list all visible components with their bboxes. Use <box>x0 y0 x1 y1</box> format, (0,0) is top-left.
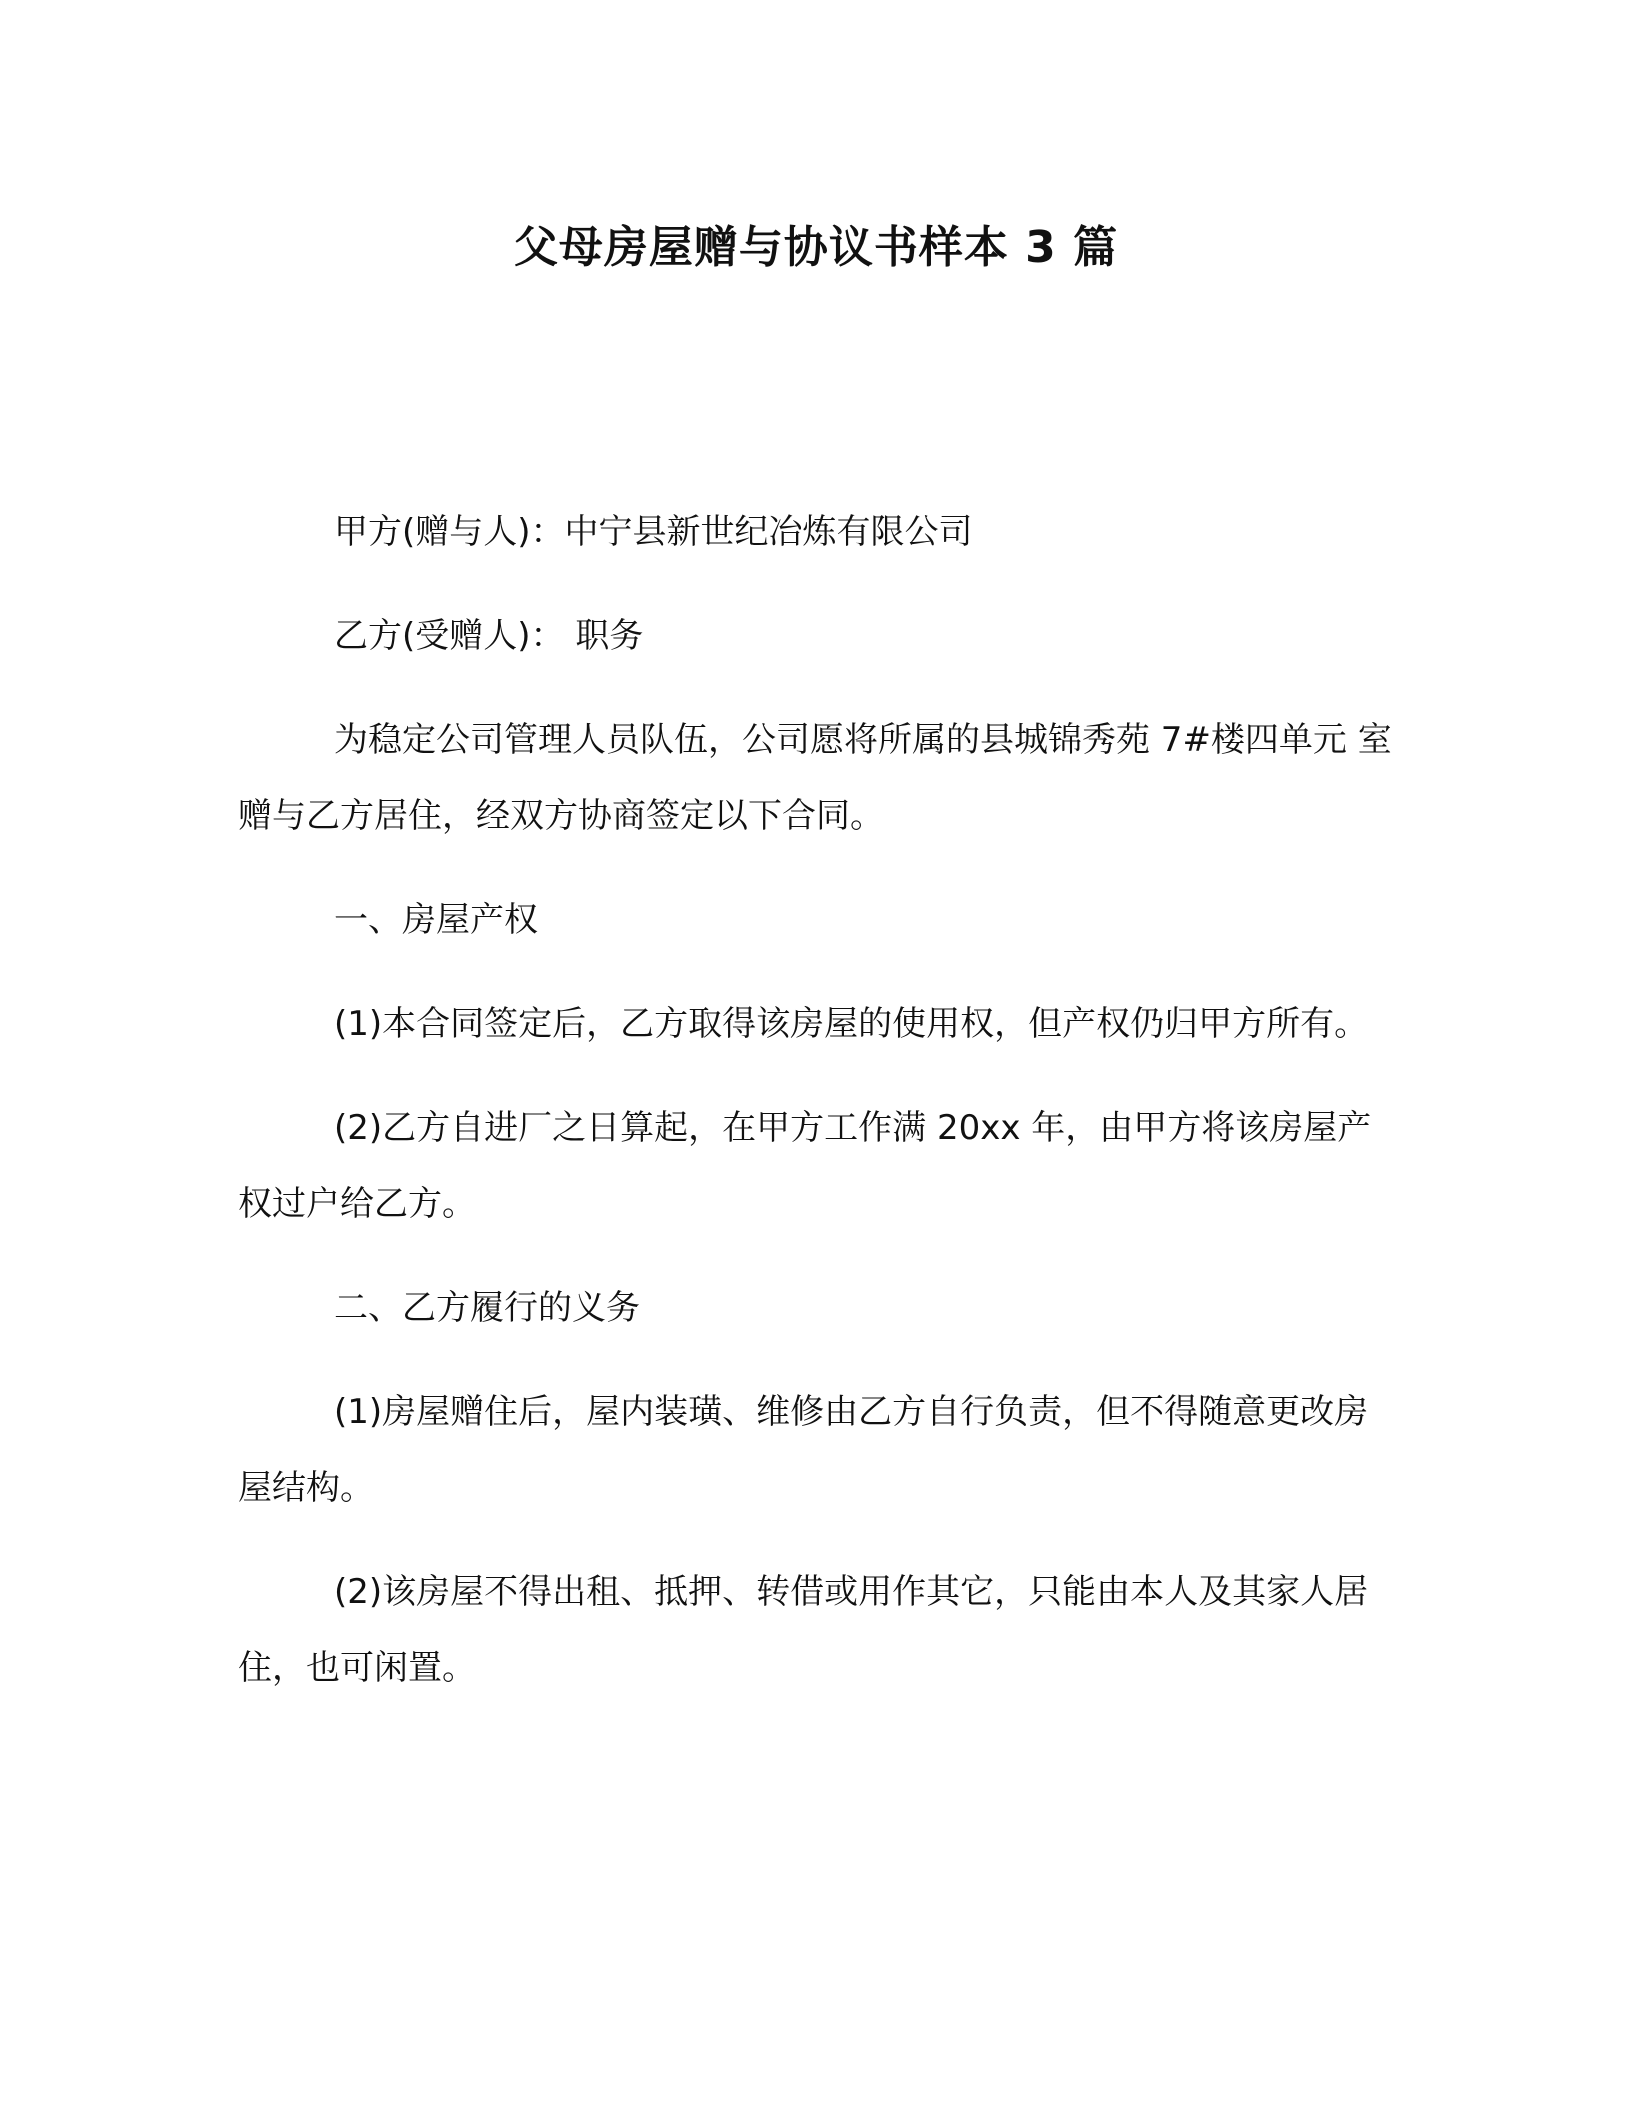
clause-1-2: (2)乙方自进厂之日算起，在甲方工作满 20xx 年，由甲方将该房屋产权过户给乙方。 <box>238 1108 1372 1224</box>
party-a-line: 甲方(赠与人)：中宁县新世纪冶炼有限公司 <box>334 512 973 552</box>
clause-1-1: (1)本合同签定后，乙方取得该房屋的使用权，但产权仍归甲方所有。 <box>334 1004 1369 1044</box>
party-b-line: 乙方(受赠人)： 职务 <box>334 616 644 656</box>
section-heading-obligations: 二、乙方履行的义务 <box>334 1288 640 1328</box>
document-title: 父母房屋赠与协议书样本 3 篇 <box>513 222 1119 273</box>
clause-2-1: (1)房屋赠住后，屋内装璜、维修由乙方自行负责，但不得随意更改房屋结构。 <box>238 1392 1369 1508</box>
section-heading-property-rights: 一、房屋产权 <box>334 900 538 940</box>
document-body <box>238 494 1398 1734</box>
intro-paragraph: 为稳定公司管理人员队伍，公司愿将所属的县城锦秀苑 7#楼四单元 室赠与乙方居住，经双方协商签定以下合同。 <box>238 720 1392 836</box>
clause-2-2: (2)该房屋不得出租、抵押、转借或用作其它，只能由本人及其家人居住，也可闲置。 <box>238 1572 1369 1688</box>
